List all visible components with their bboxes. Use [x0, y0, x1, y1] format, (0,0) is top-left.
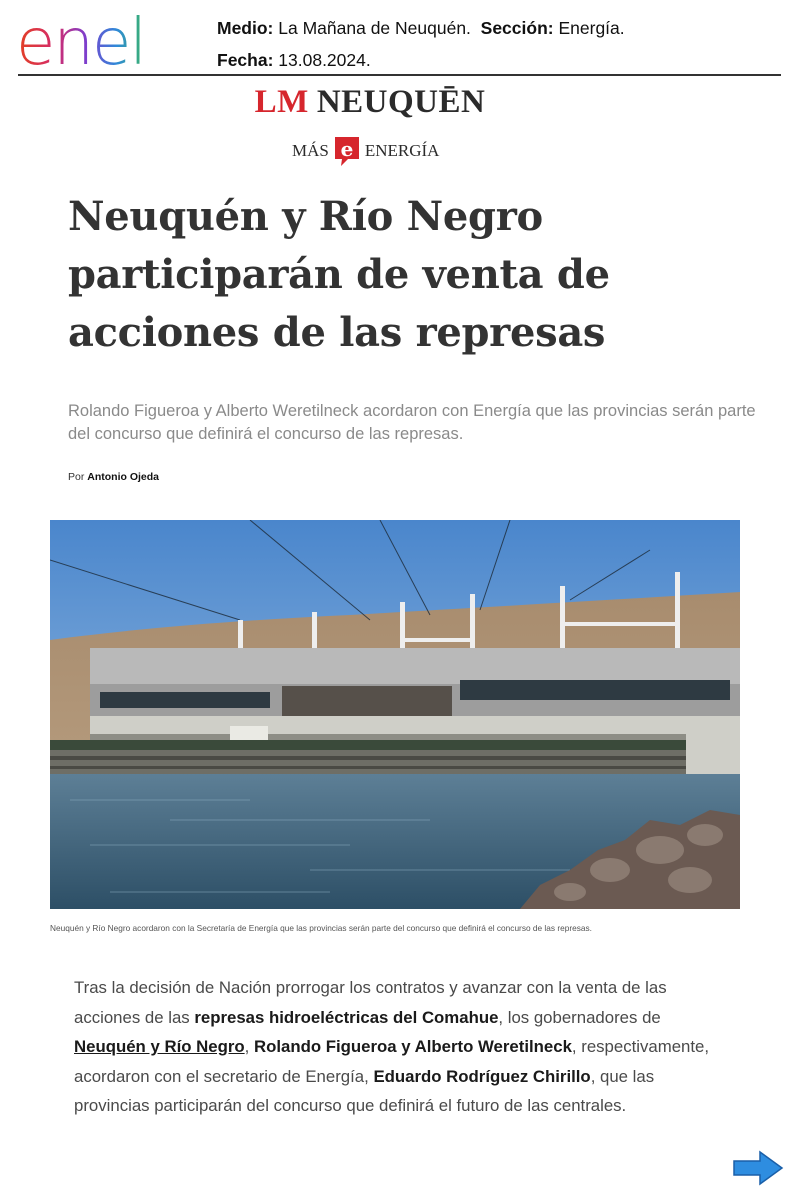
body-text-1: Tras la decisión de Nación prorrogar los contratos y avanzar con la venta de las acciones de las	[74, 978, 667, 1027]
lm-city: NEUQUĒN	[316, 84, 486, 120]
byline-prefix: Por	[68, 471, 85, 483]
lm-neuquen-logo[interactable]	[0, 84, 740, 121]
article-body	[74, 973, 734, 1121]
fecha-label: Fecha:	[217, 50, 274, 70]
media-line-1	[217, 12, 625, 44]
medio-label: Medio:	[217, 18, 274, 38]
enel-wordmark: enel	[16, 6, 146, 72]
arrow-right-icon[interactable]	[732, 1150, 784, 1186]
body-text-3: ,	[244, 1037, 254, 1056]
header-divider	[18, 74, 781, 76]
enel-logo	[14, 6, 184, 72]
e-badge-icon	[332, 134, 362, 168]
medio-value: La Mañana de Neuquén.	[278, 18, 471, 38]
section-label-energia: ENERGÍA	[364, 141, 440, 160]
body-bold-secretary: Eduardo Rodríguez Chirillo	[373, 1066, 591, 1086]
photo-caption: Neuquén y Río Negro acordaron con la Secretaría de Energía que las provincias serán parte del concurso que definirá el concurso de las represas.	[50, 923, 592, 933]
media-line-2	[217, 44, 625, 76]
body-text-4: , respectivamente, acordaron con el secretario de Energía,	[74, 1037, 710, 1086]
section-label-mas: MÁS	[292, 141, 329, 160]
body-text-5: , que las provincias participarán del concurso que definirá el futuro de las centrales.	[74, 1066, 655, 1115]
article-byline	[68, 471, 159, 483]
media-info	[217, 12, 625, 76]
body-bold-represas: represas hidroeléctricas del Comahue	[194, 1007, 499, 1027]
article-headline: Neuquén y Río Negro participarán de venta de acciones de las represas	[68, 193, 610, 356]
dam-photo	[50, 520, 740, 909]
author-link[interactable]: Antonio Ojeda	[87, 471, 160, 483]
svg-text:e: e	[340, 137, 354, 161]
fecha-value: 13.08.2024.	[278, 50, 371, 70]
lm-mark: LM	[254, 84, 309, 120]
neuquen-rio-negro-link[interactable]: Neuquén y Río Negro	[74, 1037, 245, 1056]
mas-energia-section[interactable]	[292, 134, 439, 168]
seccion-label: Sección:	[480, 18, 554, 38]
body-text-2: , los gobernadores de	[498, 1007, 661, 1027]
article-subhead: Rolando Figueroa y Alberto Weretilneck acordaron con Energía que las provincias serán parte del concurso que definirá el concurso de las represas.	[68, 402, 756, 443]
body-bold-governors: Rolando Figueroa y Alberto Weretilneck	[253, 1037, 572, 1056]
seccion-value: Energía.	[558, 18, 625, 38]
